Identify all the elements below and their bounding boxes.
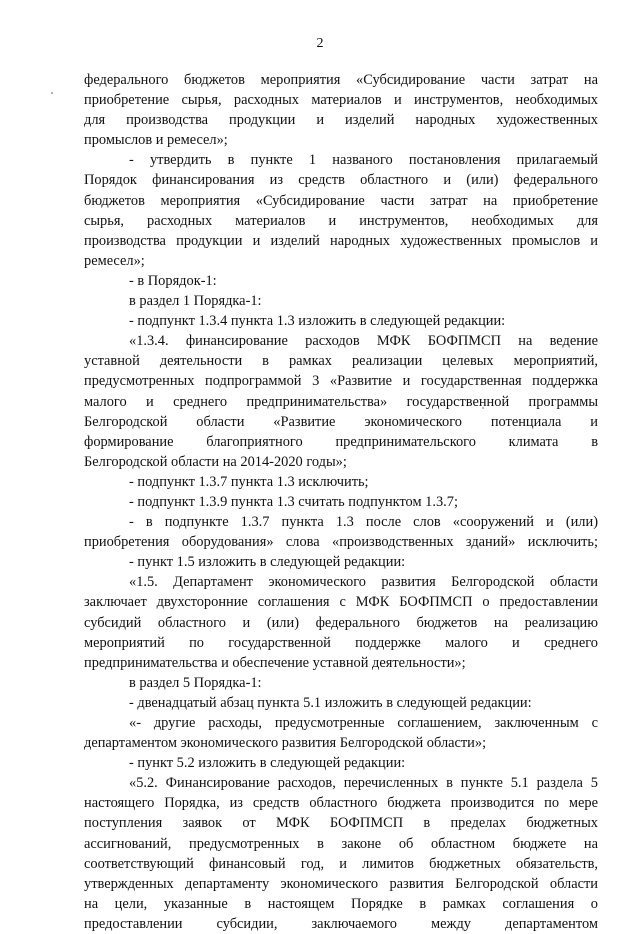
- text-line: ассигнований, предусмотренных в законе об областном бюджете на: [84, 835, 598, 852]
- text-line: субсидий областного и (или) федерального бюджетов на реализацию: [84, 614, 598, 631]
- page-number: 2: [316, 36, 324, 51]
- text-line: «5.2. Финансирование расходов, перечисленных в пункте 5.1 раздела 5: [129, 775, 598, 792]
- text-line: утвержденных департаменту экономического развития Белгородской области: [84, 875, 598, 892]
- text-line: формирование благоприятного предпринимательского климата в: [84, 433, 598, 450]
- text-line: федерального бюджетов мероприятия «Субсидирование части затрат на: [84, 72, 598, 88]
- text-line: - утвердить в пункте 1 названого постановления прилагаемый: [129, 152, 598, 169]
- text-line: мероприятий по государственной поддержке малого и среднего: [84, 634, 598, 651]
- text-line: в раздел 5 Порядка-1:: [129, 674, 262, 691]
- text-line: сырья, расходных материалов и инструментов, необходимых для: [84, 212, 598, 229]
- text-line: поступления заявок от МФК БОФПМСП в пределах бюджетных: [84, 815, 598, 832]
- text-line: настоящего Порядка, из средств областного бюджета производится по мере: [84, 795, 598, 812]
- text-line: - в подпункте 1.3.7 пункта 1.3 после слов «сооружений и (или): [129, 514, 598, 531]
- text-line: на цели, указанные в настоящем Порядке в рамках соглашения о: [84, 895, 598, 912]
- text-line: Белгородской области на 2014-2020 годы»;: [84, 453, 347, 470]
- text-line: «1.5. Департамент экономического развития Белгородской области: [129, 574, 598, 591]
- text-line: «1.3.4. финансирование расходов МФК БОФПМСП на ведение: [129, 333, 598, 350]
- text-line: Порядок финансирования из средств областного и (или) федерального: [84, 172, 598, 189]
- text-line: - пункт 1.5 изложить в следующей редакции:: [129, 554, 406, 571]
- text-line: - двенадцатый абзац пункта 5.1 изложить в следующей редакции:: [129, 694, 532, 711]
- text-line: приобретение сырья, расходных материалов и инструментов, необходимых: [84, 92, 598, 109]
- text-line: - подпункт 1.3.7 пункта 1.3 исключить;: [129, 473, 369, 490]
- text-line: - в Порядок-1:: [129, 272, 217, 289]
- scan-speck: [51, 92, 53, 94]
- text-line: уставной деятельности в рамках реализации целевых мероприятий,: [84, 353, 598, 370]
- text-line: - пункт 5.2 изложить в следующей редакции:: [129, 755, 406, 772]
- text-line: малого и среднего предпринимательства» государственной программы: [84, 393, 598, 410]
- text-line: промыслов и ремесел»;: [84, 132, 228, 149]
- document-body: [84, 70, 598, 934]
- text-line: - подпункт 1.3.4 пункта 1.3 изложить в следующей редакции:: [129, 313, 506, 330]
- text-line: бюджетов мероприятия «Субсидирование части затрат на приобретение: [84, 192, 598, 209]
- text-line: «- другие расходы, предусмотренные соглашением, заключенным с: [129, 715, 598, 731]
- text-line: приобретения оборудования» слова «производственных зданий» исключить;: [84, 534, 598, 551]
- text-line: - подпункт 1.3.9 пункта 1.3 считать подпунктом 1.3.7;: [129, 493, 458, 510]
- text-line: Белгородской области «Развитие экономического потенциала и: [84, 413, 598, 430]
- text-line: соответствующий финансовый год, и лимитов бюджетных обязательств,: [84, 855, 598, 872]
- text-line: для производства продукции и изделий народных художественных: [84, 112, 598, 129]
- text-line: предпринимательства и обеспечение уставной деятельности»;: [84, 654, 466, 671]
- text-line: ремесел»;: [84, 252, 145, 269]
- text-line: заключает двухсторонние соглашения с МФК БОФПМСП о предоставлении: [84, 594, 598, 611]
- text-line: производства продукции и изделий народных художественных промыслов и: [84, 232, 598, 249]
- text-line: предоставлении субсидии, заключаемого между департаментом: [84, 915, 598, 932]
- text-line: департаментом экономического развития Белгородской области»;: [84, 735, 487, 752]
- text-line: в раздел 1 Порядка-1:: [129, 293, 262, 310]
- text-line: предусмотренных подпрограммой 3 «Развитие и государственная поддержка: [84, 373, 598, 390]
